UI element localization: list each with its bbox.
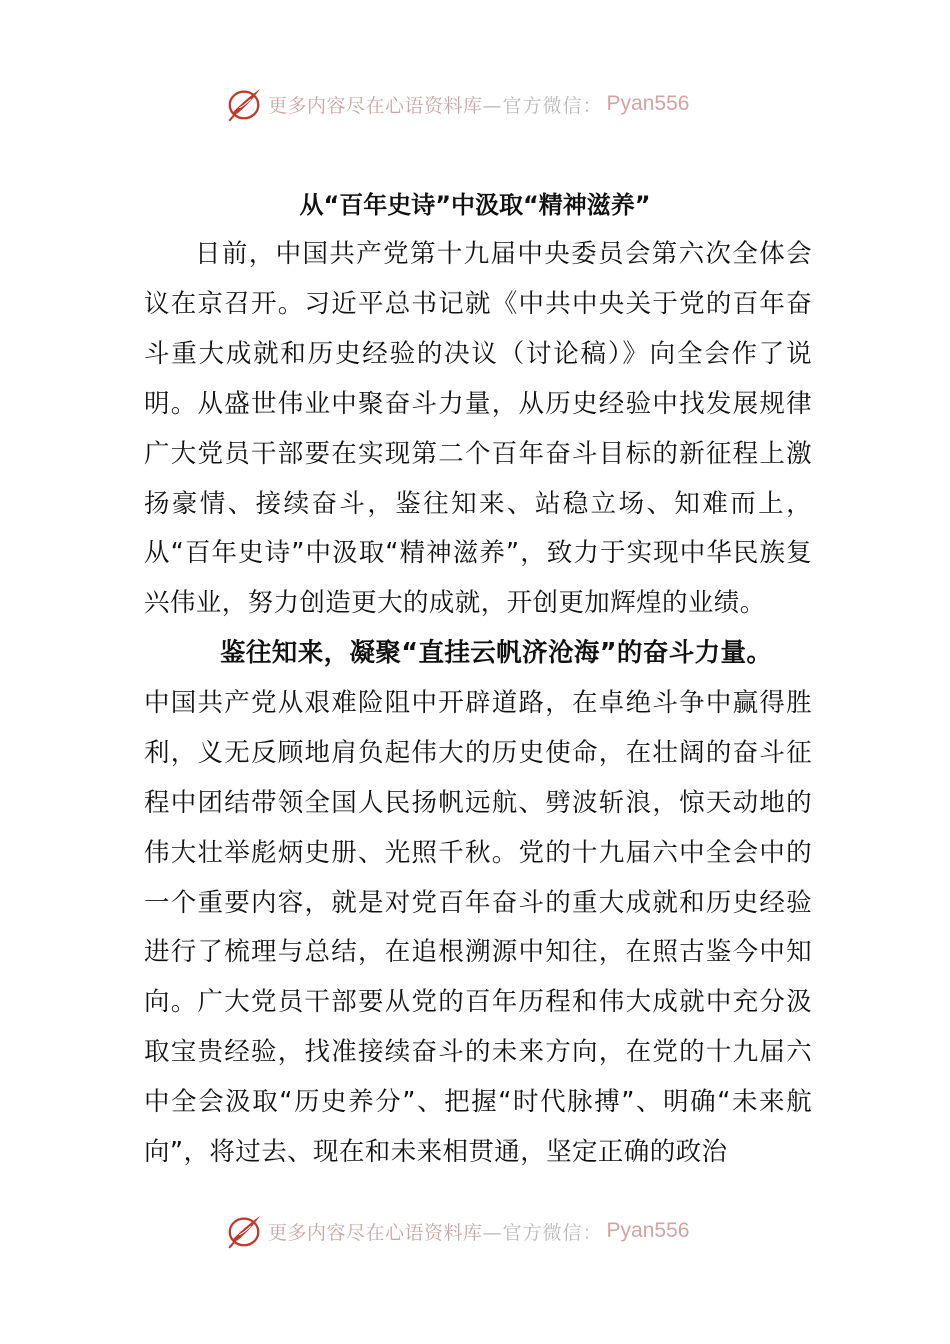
footer-banner xyxy=(226,1211,689,1251)
footer-banner-text: 更多内容尽在心语资料库 xyxy=(268,1221,483,1244)
footer-wechat-id: Pyan556 xyxy=(606,1219,690,1242)
article-section xyxy=(144,629,812,1178)
article-paragraph-2: 中国共产党从艰难险阻中开辟道路，在卓绝斗争中赢得胜利，义无反顾地肩负起伟大的历史使命，在壮阔的奋斗征程中团结带领全国人民扬帆远航、劈波斩浪，惊天动地的伟大壮举彪炳史册、光照千秋。党的十九届六中全会中的一个重要内容，就是对党百年奋斗的重大成就和历史经验进行了梳理与总结，在追根溯源中知往，在照古鉴今中知向。广大党员干部要从党的百年历程和伟大成就中充分汲取宝贵经验，找准接续奋斗的未来方向，在党的十九届六中全会汲取“历史养分”、把握“时代脉搏”、明确“未来航向”，将过去、现在和未来相贯通，坚定正确的政治 xyxy=(144,687,812,1168)
article-paragraph-1: 日前，中国共产党第十九届中央委员会第六次全体会议在京召开。习近平总书记就《中共中央关于党的百年奋斗重大成就和历史经验的决议（讨论稿）》向全会作了说明。从盛世伟业中聚奋斗力量，从历史经验中找发展规律广大党员干部要在实现第二个百年奋斗目标的新征程上激扬豪情、接续奋斗，鉴往知来、站稳立场、知难而上，从“百年史诗”中汲取“精神滋养”，致力于实现中华民族复兴伟业，努力创造更大的成就，开创更加辉煌的业绩。 xyxy=(144,239,812,619)
header-wechat-label: —官方微信： xyxy=(482,94,603,117)
section-heading: 鉴往知来，凝聚“直挂云帆济沧海”的奋斗力量。 xyxy=(220,638,773,668)
header-banner-text: 更多内容尽在心语资料库 xyxy=(268,94,483,117)
header-banner xyxy=(226,84,689,124)
quill-pen-logo-icon xyxy=(226,1212,264,1250)
article-title: 从“百年史诗”中汲取“精神滋养” xyxy=(299,191,651,219)
header-wechat-id: Pyan556 xyxy=(606,92,690,115)
footer-wechat-label: —官方微信： xyxy=(482,1221,603,1244)
quill-pen-logo-icon xyxy=(226,85,264,123)
